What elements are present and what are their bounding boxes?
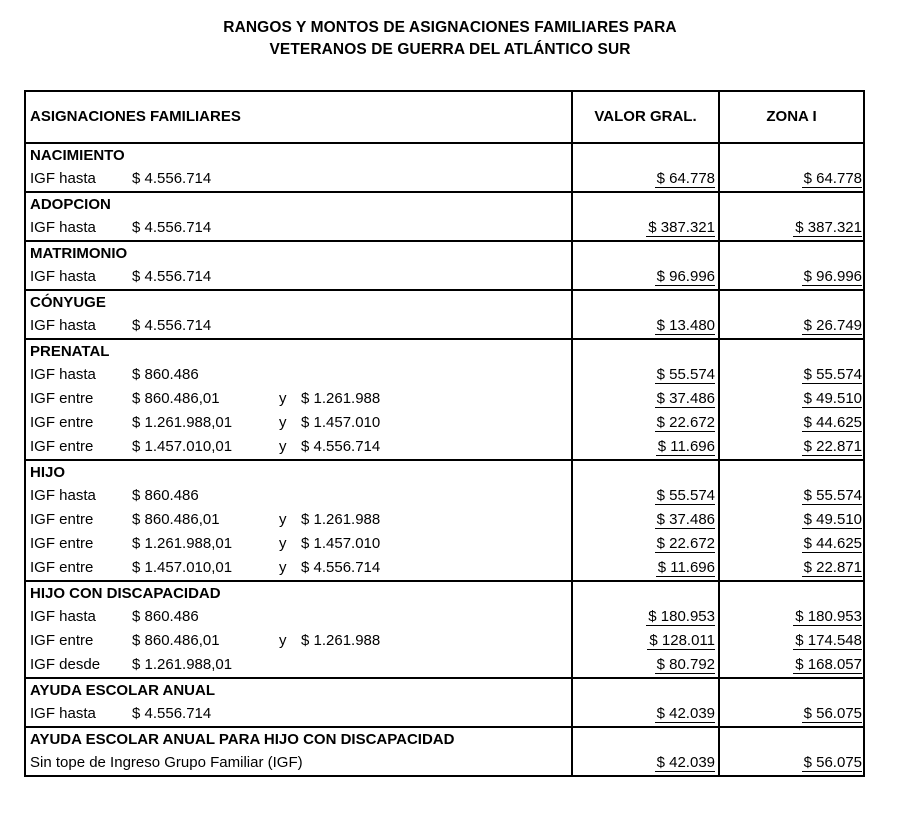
section-empty-cell [572, 290, 719, 314]
row-valor-gral: $ 11.696 [657, 559, 715, 576]
row-zona-i-cell [719, 702, 864, 727]
row-valor-gral: $ 387.321 [648, 219, 715, 236]
row-description-text: Sin tope de Ingreso Grupo Familiar (IGF) [30, 754, 303, 771]
section-title: ADOPCION [25, 192, 572, 216]
row-range-from: $ 860.486,01 [132, 511, 220, 528]
section-empty-cell [719, 581, 864, 605]
row-valor-gral: $ 22.672 [656, 535, 715, 552]
header-zona-i: ZONA I [719, 91, 864, 143]
row-label: IGF hasta [30, 366, 96, 383]
row-range-from: $ 4.556.714 [132, 170, 212, 187]
row-label: IGF entre [30, 559, 94, 576]
row-range-from: $ 860.486,01 [132, 390, 220, 407]
row-description [25, 605, 572, 629]
row-zona-i: $ 55.574 [803, 487, 862, 504]
section-title: AYUDA ESCOLAR ANUAL PARA HIJO CON DISCAPACIDAD [25, 727, 572, 751]
row-description [25, 508, 572, 532]
row-valor-gral: $ 42.039 [656, 705, 715, 722]
row-valor-gral: $ 11.696 [657, 438, 715, 455]
row-description [25, 387, 572, 411]
allowances-table [24, 90, 865, 777]
row-range-connector: y [279, 438, 287, 455]
row-zona-i: $ 56.075 [803, 754, 862, 771]
row-valor-gral-cell [572, 216, 719, 241]
row-range-from: $ 860.486,01 [132, 632, 220, 649]
table-row [25, 508, 864, 532]
row-valor-gral-cell [572, 629, 719, 653]
row-description [25, 702, 572, 727]
row-zona-i: $ 49.510 [803, 390, 862, 407]
row-zona-i-cell [719, 387, 864, 411]
table-row [25, 363, 864, 387]
section-empty-cell [719, 460, 864, 484]
row-label: IGF hasta [30, 170, 96, 187]
row-label: IGF entre [30, 414, 94, 431]
row-zona-i: $ 22.871 [803, 559, 862, 576]
section-empty-cell [719, 143, 864, 167]
row-zona-i: $ 44.625 [803, 535, 862, 552]
row-valor-gral-cell [572, 508, 719, 532]
section-empty-cell [719, 192, 864, 216]
row-zona-i: $ 180.953 [795, 608, 862, 625]
row-zona-i: $ 44.625 [803, 414, 862, 431]
row-valor-gral: $ 180.953 [648, 608, 715, 625]
table-row [25, 629, 864, 653]
header-asignaciones: ASIGNACIONES FAMILIARES [25, 91, 572, 143]
table-row [25, 265, 864, 290]
row-label: IGF entre [30, 511, 94, 528]
row-valor-gral: $ 80.792 [656, 656, 715, 673]
section-row [25, 460, 864, 484]
table-row [25, 387, 864, 411]
row-valor-gral-cell [572, 751, 719, 776]
row-label: IGF hasta [30, 608, 96, 625]
table-row [25, 751, 864, 776]
row-range-to: $ 1.261.988 [301, 511, 381, 528]
section-title: HIJO [25, 460, 572, 484]
table-row [25, 605, 864, 629]
row-label: IGF hasta [30, 268, 96, 285]
row-valor-gral-cell [572, 167, 719, 192]
section-empty-cell [719, 290, 864, 314]
row-label: IGF entre [30, 438, 94, 455]
section-empty-cell [719, 339, 864, 363]
row-zona-i-cell [719, 484, 864, 508]
row-range-from: $ 4.556.714 [132, 219, 212, 236]
row-range-connector: y [279, 390, 287, 407]
table-row [25, 216, 864, 241]
row-range-from: $ 1.261.988,01 [132, 414, 233, 431]
row-valor-gral: $ 37.486 [656, 390, 715, 407]
row-range-to: $ 1.457.010 [301, 414, 381, 431]
row-description [25, 556, 572, 581]
row-valor-gral-cell [572, 556, 719, 581]
section-empty-cell [572, 581, 719, 605]
row-zona-i-cell [719, 556, 864, 581]
row-description [25, 314, 572, 339]
section-row [25, 581, 864, 605]
table-row [25, 411, 864, 435]
row-valor-gral-cell [572, 314, 719, 339]
page-title-line-1: RANGOS Y MONTOS DE ASIGNACIONES FAMILIARES PARA [223, 19, 677, 36]
row-zona-i-cell [719, 167, 864, 192]
row-range-connector: y [279, 632, 287, 649]
row-range-from: $ 4.556.714 [132, 317, 212, 334]
row-description [25, 532, 572, 556]
row-zona-i-cell [719, 363, 864, 387]
row-description [25, 484, 572, 508]
row-zona-i-cell [719, 532, 864, 556]
table-row [25, 314, 864, 339]
row-zona-i-cell [719, 314, 864, 339]
row-label: IGF desde [30, 656, 101, 673]
row-zona-i: $ 174.548 [795, 632, 862, 649]
row-valor-gral: $ 37.486 [656, 511, 715, 528]
row-range-from: $ 1.457.010,01 [132, 559, 233, 576]
row-range-connector: y [279, 414, 287, 431]
section-empty-cell [572, 192, 719, 216]
row-range-to: $ 1.261.988 [301, 390, 381, 407]
row-zona-i-cell [719, 605, 864, 629]
section-row [25, 241, 864, 265]
row-valor-gral: $ 22.672 [656, 414, 715, 431]
header-valor-gral: VALOR GRAL. [572, 91, 719, 143]
row-valor-gral-cell [572, 387, 719, 411]
row-range-from: $ 4.556.714 [132, 268, 212, 285]
row-valor-gral-cell [572, 653, 719, 678]
row-label: IGF hasta [30, 219, 96, 236]
row-range-connector: y [279, 559, 287, 576]
section-empty-cell [572, 727, 719, 751]
row-description [25, 435, 572, 460]
row-description [25, 216, 572, 241]
section-title: AYUDA ESCOLAR ANUAL [25, 678, 572, 702]
section-row [25, 192, 864, 216]
row-range-connector: y [279, 511, 287, 528]
row-zona-i: $ 387.321 [795, 219, 862, 236]
section-title: MATRIMONIO [25, 241, 572, 265]
table-row [25, 167, 864, 192]
row-valor-gral-cell [572, 532, 719, 556]
row-zona-i-cell [719, 216, 864, 241]
table-row [25, 702, 864, 727]
row-zona-i-cell [719, 653, 864, 678]
row-label: IGF hasta [30, 705, 96, 722]
row-zona-i-cell [719, 751, 864, 776]
table-row [25, 653, 864, 678]
row-valor-gral: $ 55.574 [656, 487, 715, 504]
row-range-from: $ 4.556.714 [132, 705, 212, 722]
section-row [25, 727, 864, 751]
row-zona-i-cell [719, 629, 864, 653]
row-description [25, 629, 572, 653]
row-zona-i-cell [719, 508, 864, 532]
table-row [25, 435, 864, 460]
section-empty-cell [572, 143, 719, 167]
row-valor-gral: $ 13.480 [656, 317, 715, 334]
row-valor-gral: $ 42.039 [656, 754, 715, 771]
row-range-to: $ 1.457.010 [301, 535, 381, 552]
section-row [25, 678, 864, 702]
section-empty-cell [572, 241, 719, 265]
row-range-to: $ 4.556.714 [301, 438, 381, 455]
section-title: HIJO CON DISCAPACIDAD [25, 581, 572, 605]
section-empty-cell [572, 339, 719, 363]
row-valor-gral-cell [572, 702, 719, 727]
row-range-from: $ 860.486 [132, 366, 199, 383]
allowances-table-body [25, 91, 864, 776]
row-valor-gral: $ 55.574 [656, 366, 715, 383]
row-range-connector: y [279, 535, 287, 552]
row-valor-gral-cell [572, 363, 719, 387]
row-valor-gral-cell [572, 265, 719, 290]
row-zona-i: $ 49.510 [803, 511, 862, 528]
row-range-from: $ 1.261.988,01 [132, 535, 233, 552]
row-valor-gral-cell [572, 411, 719, 435]
row-valor-gral-cell [572, 484, 719, 508]
section-empty-cell [719, 241, 864, 265]
row-valor-gral: $ 128.011 [649, 632, 715, 649]
table-row [25, 556, 864, 581]
row-zona-i: $ 168.057 [795, 656, 862, 673]
row-zona-i-cell [719, 265, 864, 290]
section-empty-cell [572, 460, 719, 484]
row-valor-gral-cell [572, 605, 719, 629]
page-title-line-2: VETERANOS DE GUERRA DEL ATLÁNTICO SUR [269, 41, 631, 58]
row-label: IGF hasta [30, 317, 96, 334]
row-range-from: $ 860.486 [132, 487, 199, 504]
row-description [25, 411, 572, 435]
section-row [25, 339, 864, 363]
row-zona-i: $ 64.778 [803, 170, 862, 187]
row-zona-i-cell [719, 411, 864, 435]
table-row [25, 532, 864, 556]
row-zona-i: $ 26.749 [803, 317, 862, 334]
row-zona-i: $ 22.871 [803, 438, 862, 455]
row-range-to: $ 1.261.988 [301, 632, 381, 649]
section-row [25, 290, 864, 314]
row-label: IGF entre [30, 390, 94, 407]
section-empty-cell [572, 678, 719, 702]
row-range-from: $ 1.261.988,01 [132, 656, 233, 673]
row-label: IGF entre [30, 632, 94, 649]
row-label: IGF entre [30, 535, 94, 552]
row-range-from: $ 860.486 [132, 608, 199, 625]
section-row [25, 143, 864, 167]
row-zona-i: $ 56.075 [803, 705, 862, 722]
row-zona-i-cell [719, 435, 864, 460]
table-row [25, 484, 864, 508]
row-description [25, 167, 572, 192]
row-range-from: $ 1.457.010,01 [132, 438, 233, 455]
section-empty-cell [719, 678, 864, 702]
section-title: NACIMIENTO [25, 143, 572, 167]
row-zona-i: $ 55.574 [803, 366, 862, 383]
section-title: PRENATAL [25, 339, 572, 363]
row-valor-gral: $ 96.996 [656, 268, 715, 285]
row-valor-gral-cell [572, 435, 719, 460]
row-description [25, 265, 572, 290]
row-label: IGF hasta [30, 487, 96, 504]
table-header-row [25, 91, 864, 143]
row-description [25, 363, 572, 387]
row-range-to: $ 4.556.714 [301, 559, 381, 576]
row-description [25, 653, 572, 678]
section-empty-cell [719, 727, 864, 751]
row-valor-gral: $ 64.778 [656, 170, 715, 187]
row-description [25, 751, 572, 776]
section-title: CÓNYUGE [25, 290, 572, 314]
row-zona-i: $ 96.996 [803, 268, 862, 285]
